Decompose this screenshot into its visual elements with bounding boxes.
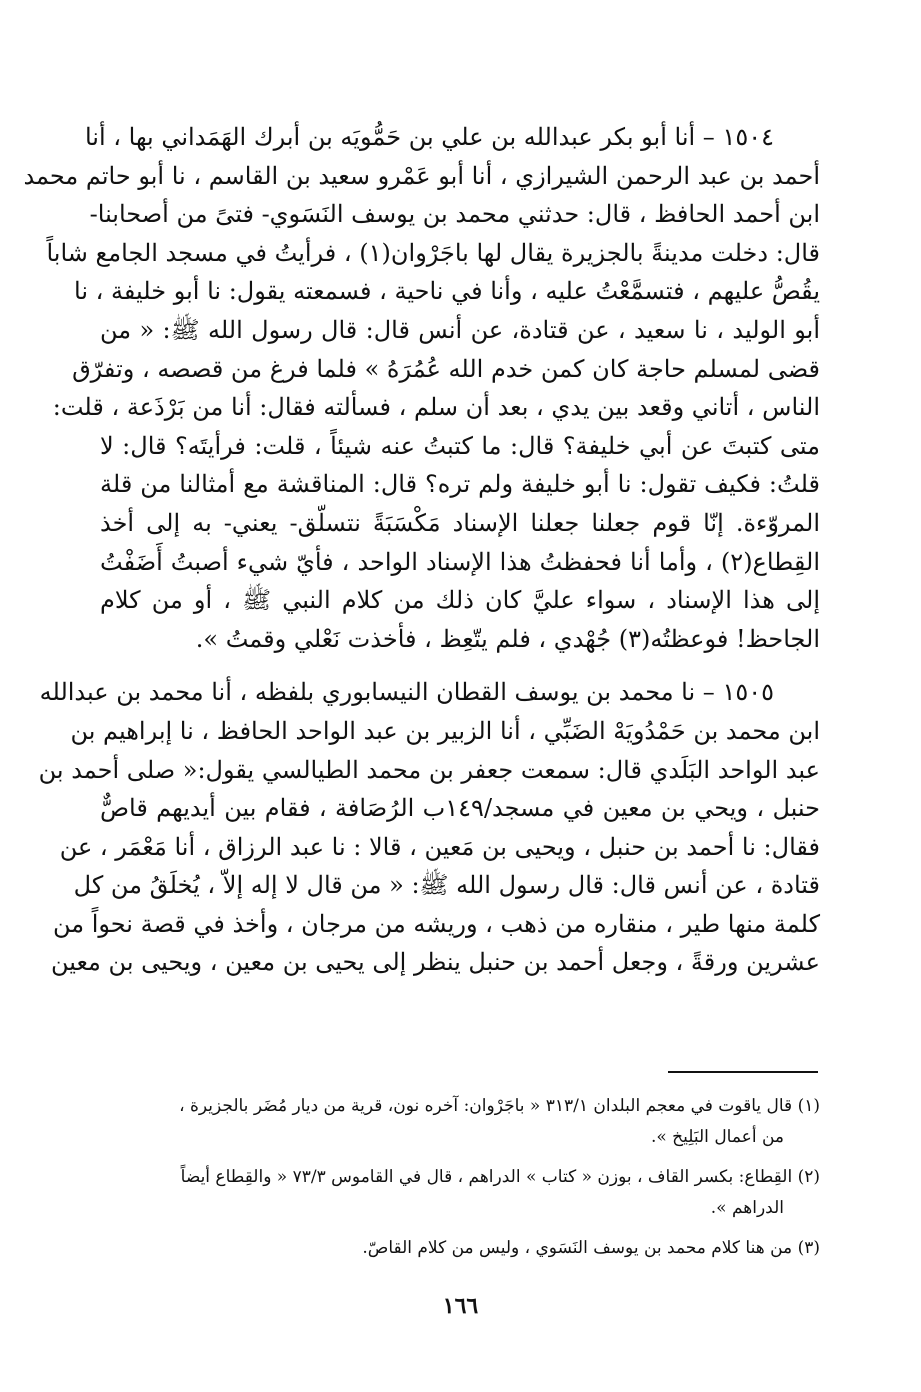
text-line: الناس ، أتاني وقعد بين يدي ، بعد أن سلم ، فسألته فقال: أنا من بَرْذَعة ، قلت:: [52, 393, 820, 422]
footnote-line: الدراهم ».: [710, 1198, 784, 1218]
footnote-line: [100, 1162, 820, 1193]
paragraph-spacer: [100, 658, 820, 673]
main-text-body: [23, 118, 820, 982]
footnote-3: [100, 1233, 820, 1264]
footnote-line: [100, 1233, 820, 1264]
footnote-text: القِطاع: بكسر القاف ، بوزن « كتاب » الدراهم ، قال في القاموس ٧٣/٣ « والقِطاع أيضاً: [180, 1167, 793, 1187]
text-line: ١٥٠٥ – نا محمد بن يوسف القطان النيسابوري بلفظه ، أنا محمد بن عبدالله: [39, 678, 774, 707]
paragraph-1504: [23, 118, 820, 658]
page-number: ١٦٦: [442, 1293, 479, 1319]
text-line: حنبل ، ويحي بن معين في مسجد/١٤٩ب الرُصَافة ، فقام بين أيديهم قاصٌّ: [100, 794, 820, 823]
text-line: أحمد بن عبد الرحمن الشيرازي ، أنا أبو عَمْرو سعيد بن القاسم ، نا أبو حاتم محمد: [23, 161, 820, 190]
footnotes: [100, 1091, 820, 1264]
footnote-marker: (٢): [797, 1167, 820, 1187]
footnote-separator: [668, 1071, 818, 1073]
text-line: القِطاع(٢) ، وأما أنا فحفظتُ هذا الإسناد الواحد ، فأيّ شيء أصبتُ أَضَفْتُ: [100, 547, 820, 576]
footnote-2: [100, 1162, 820, 1224]
text-line: قلتُ: فكيف تقول: نا أبو خليفة ولم تره؟ قال: المناقشة مع أمثالنا من قلة: [100, 470, 820, 499]
footnote-line: [100, 1091, 820, 1122]
text-line: فقال: نا أحمد بن حنبل ، ويحيى بن مَعين ، قالا : نا عبد الرزاق ، أنا مَعْمَر ، عن: [59, 832, 820, 861]
paragraph-1505: [38, 673, 820, 982]
text-line: قال: دخلت مدينةً بالجزيرة يقال لها باجَرْوان(١) ، فرأيتُ في مسجد الجامع شاباً: [46, 238, 820, 267]
footnote-marker: (١): [797, 1096, 820, 1116]
text-line: المروّءة. إنّا قوم جعلنا جعلنا الإسناد مَكْسَبَةً نتسلّق- يعني- به إلى أخذ: [100, 508, 820, 537]
footnote-marker: (٣): [797, 1238, 820, 1258]
footnote-line: من أعمال البَلِيخ ».: [650, 1127, 784, 1147]
text-line: يقُصُّ عليهم ، فتسمَّعْتُ عليه ، وأنا في ناحية ، فسمعته يقول: نا أبو خليفة ، نا: [74, 277, 820, 306]
text-line: ١٥٠٤ – أنا أبو بكر عبدالله بن علي بن حَمُّويَه بن أبرك الهَمَداني بها ، أنا: [84, 123, 774, 151]
text-line: إلى هذا الإسناد ، سواء عليَّ كان ذلك من كلام النبي ﷺ ، أو من كلام: [100, 586, 820, 615]
text-line: ابن محمد بن حَمْدُويَهْ الضَبِّي ، أنا الزبير بن عبد الواحد الحافظ ، نا إبراهيم بن: [70, 716, 820, 745]
text-line: عشرين ورقةً ، وجعل أحمد بن حنبل ينظر إلى يحيى بن معين ، ويحيى بن معين: [50, 948, 820, 977]
text-line: أبو الوليد ، نا سعيد ، عن قتادة، عن أنس قال: قال رسول الله ﷺ: « من: [100, 315, 820, 344]
text-line: ابن أحمد الحافظ ، قال: حدثني محمد بن يوسف النَسَوي- فتىً من أصحابنا-: [89, 200, 820, 229]
text-line: كلمة منها طير ، منقاره من ذهب ، وريشه من مرجان ، وأخذ في قصة نحواً من: [52, 909, 820, 938]
text-line: عبد الواحد البَلَدي قال: سمعت جعفر بن محمد الطيالسي يقول:« صلى أحمد بن: [38, 755, 820, 784]
footnote-text: قال ياقوت في معجم البلدان ٣١٣/١ « باجَرْوان: آخره نون، قرية من ديار مُضَر بالجزيرة ،: [179, 1096, 793, 1116]
footnote-text: من هنا كلام محمد بن يوسف النَسَوي ، وليس من كلام القاصّ.: [362, 1238, 793, 1258]
footnote-1: [100, 1091, 820, 1153]
footnote-spacer: [100, 1224, 820, 1233]
footnote-spacer: [100, 1153, 820, 1162]
text-line: الجاحظ! فوعظتُه(٣) جُهْدي ، فلم يتّعِظ ، فأخذت نَعْلي وقمتُ ».: [195, 624, 820, 653]
text-line: قتادة ، عن أنس قال: قال رسول الله ﷺ: « من قال لا إله إلاّ ، يُخلَقُ من كل: [73, 871, 820, 900]
text-line: متى كتبتَ عن أبي خليفة؟ قال: ما كتبتُ عنه شيئاً ، قلت: فرأيتَه؟ قال: لا: [100, 431, 820, 460]
text-line: قضى لمسلم حاجة كان كمن خدم الله عُمُرَهُ » فلما فرغ من قصصه ، وتفرّق: [72, 354, 820, 383]
